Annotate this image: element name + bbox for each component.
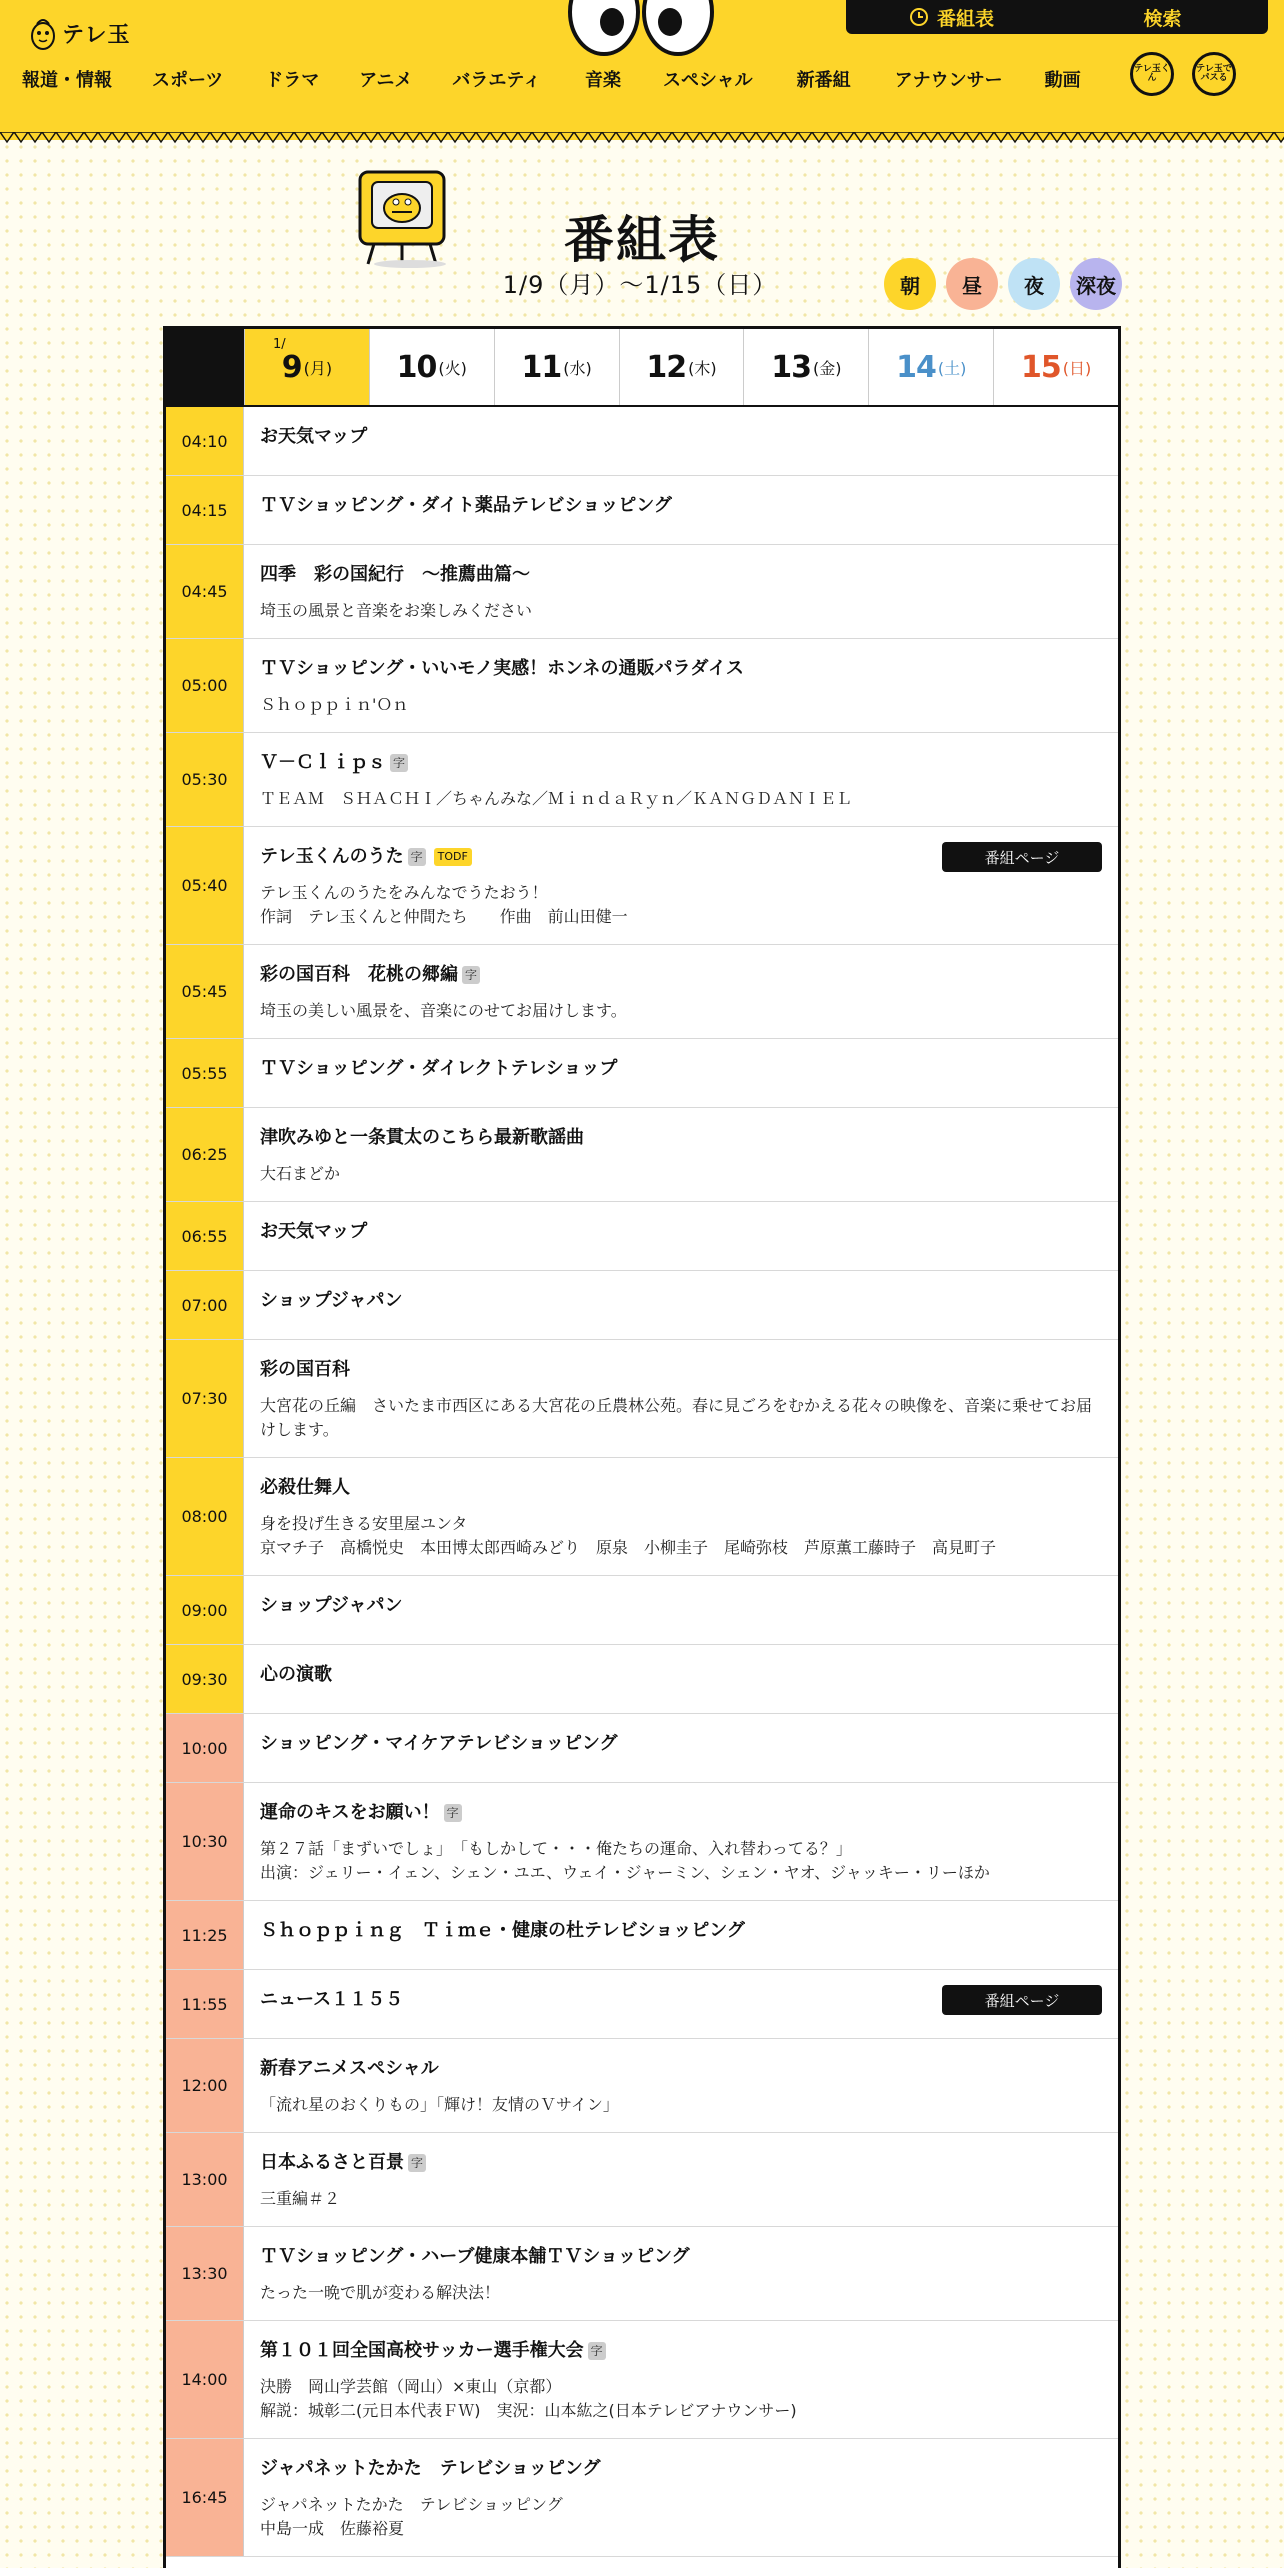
program-body	[244, 2227, 1118, 2320]
program-row[interactable]	[166, 407, 1118, 476]
program-list	[166, 407, 1118, 2557]
program-title-line	[260, 2245, 1102, 2269]
time-of-day-buttons	[884, 258, 1122, 310]
program-row[interactable]	[166, 2439, 1118, 2557]
program-time: 05:55	[166, 1039, 244, 1107]
terezaku-icon-label: テレ玉くん	[1134, 64, 1170, 83]
program-body	[244, 1202, 1118, 1270]
nav-icon-links	[1130, 52, 1236, 96]
program-description: Ｓｈｏｐｐｉｎ'Ｏｎ	[260, 695, 409, 714]
program-title[interactable]: ＴＶショッピング・いいモノ実感！ホンネの通販パラダイス	[260, 658, 744, 679]
program-row[interactable]	[166, 1108, 1118, 1202]
program-time: 16:45	[166, 2439, 244, 2556]
program-title-line	[260, 1801, 1102, 1825]
program-row[interactable]	[166, 1714, 1118, 1783]
program-title[interactable]: 彩の国百科 花桃の郷編	[260, 964, 458, 985]
program-title[interactable]: ショップジャパン	[260, 1290, 403, 1311]
program-page-button[interactable]: 番組ページ	[942, 842, 1102, 872]
night-button[interactable]: 夜	[1008, 258, 1060, 310]
program-title[interactable]: ショップジャパン	[260, 1595, 403, 1616]
program-description: 京マチ子 高橋悦史 本田博太郎西崎みどり 原泉 小柳圭子 尾崎弥枝 芦原薫工藤時子 高見町子	[260, 1538, 997, 1557]
program-time: 04:45	[166, 545, 244, 638]
subtitle-badge-icon: 字	[390, 754, 408, 772]
nav-new-programs[interactable]: 新番組	[796, 70, 851, 91]
schedule-table	[163, 326, 1121, 2568]
program-row[interactable]	[166, 2133, 1118, 2227]
program-title-line	[260, 1919, 1102, 1943]
program-description: たった一晩で肌が変わる解決法！	[260, 2283, 501, 2302]
day-tabs	[166, 329, 1118, 407]
day-tab[interactable]	[743, 329, 868, 405]
pass-icon-label: テレ玉でパスる	[1196, 64, 1232, 83]
program-title-line	[260, 1732, 1102, 1756]
program-time: 05:40	[166, 827, 244, 944]
program-time: 05:00	[166, 639, 244, 732]
program-row[interactable]	[166, 639, 1118, 733]
program-title[interactable]: ＴＶショッピング・ダイレクトテレショップ	[260, 1058, 618, 1079]
program-title-line	[260, 1476, 1102, 1500]
late-night-button[interactable]: 深夜	[1070, 258, 1122, 310]
nav-videos[interactable]: 動画	[1044, 70, 1081, 91]
program-description: 決勝 岡山学芸館（岡山）×東山（京都）	[260, 2377, 562, 2396]
day-tab[interactable]	[868, 329, 993, 405]
program-title-line	[260, 2057, 1102, 2081]
day-tab-weekday: (月)	[303, 358, 333, 378]
top-tools	[846, 0, 1268, 34]
day-tab-number: 11	[521, 349, 562, 385]
program-body	[244, 1783, 1118, 1900]
schedule-link[interactable]	[846, 4, 1057, 31]
program-title[interactable]: 日本ふるさと百景	[260, 2152, 404, 2173]
program-title-line	[260, 1663, 1102, 1687]
program-row[interactable]	[166, 827, 1118, 945]
program-title[interactable]: 新春アニメスペシャル	[260, 2058, 439, 2079]
program-time: 09:30	[166, 1645, 244, 1713]
terezaku-mascot-icon	[28, 14, 58, 52]
nav-music[interactable]: 音楽	[584, 70, 621, 91]
nav-news[interactable]: 報道・情報	[22, 70, 112, 91]
program-body	[244, 476, 1118, 544]
main-nav	[22, 66, 1081, 92]
program-body	[244, 407, 1118, 475]
search-link[interactable]	[1057, 4, 1268, 31]
program-description: 大宮花の丘編 さいたま市西区にある大宮花の丘農林公苑。春に見ごろをむかえる花々の映像を、音楽に乗せてお届	[260, 1396, 1093, 1415]
program-title-line	[260, 1220, 1102, 1244]
program-title[interactable]: 四季 彩の国紀行 ～推薦曲篇～	[260, 564, 530, 585]
program-body	[244, 1576, 1118, 1644]
day-tabs-corner	[166, 329, 244, 405]
program-time: 05:45	[166, 945, 244, 1038]
program-description: 身を投げ生きる安里屋ユンタ	[260, 1514, 468, 1533]
program-title-line	[260, 2339, 1102, 2363]
program-time: 12:00	[166, 2039, 244, 2132]
program-row[interactable]	[166, 1202, 1118, 1271]
program-description: 中島一成 佐藤裕夏	[260, 2519, 405, 2538]
program-description: 埼玉の風景と音楽をお楽しみください	[260, 601, 533, 620]
day-tab[interactable]	[244, 329, 369, 405]
program-row[interactable]	[166, 476, 1118, 545]
program-body	[244, 945, 1118, 1038]
program-row[interactable]	[166, 2321, 1118, 2439]
program-title[interactable]: ジャパネットたかた テレビショッピング	[260, 2458, 601, 2479]
program-row[interactable]	[166, 2227, 1118, 2321]
day-tab-weekday: (日)	[1062, 358, 1092, 378]
terezaku-icon-link[interactable]	[1130, 52, 1174, 96]
day-tab-weekday: (土)	[937, 358, 967, 378]
program-title[interactable]: お天気マップ	[260, 426, 368, 447]
program-title[interactable]: テレ玉くんのうた	[260, 846, 404, 867]
day-tab-weekday: (金)	[812, 358, 842, 378]
program-title[interactable]: Ｖ－Ｃｌｉｐｓ	[260, 752, 386, 773]
clock-icon	[909, 7, 929, 27]
program-row[interactable]	[166, 545, 1118, 639]
day-tab-weekday: (水)	[563, 358, 592, 378]
program-row[interactable]	[166, 1901, 1118, 1970]
program-description: 第２７話「まずいでしょ」 「もしかして・・・俺たちの運命、入れ替わってる？」	[260, 1839, 852, 1858]
program-row[interactable]	[166, 1458, 1118, 1576]
nav-anime[interactable]: アニメ	[359, 70, 413, 91]
program-time: 07:00	[166, 1271, 244, 1339]
logo-text: テレ玉	[62, 22, 131, 48]
program-time: 05:30	[166, 733, 244, 826]
program-title[interactable]: 心の演歌	[260, 1664, 332, 1685]
program-title-line	[260, 2457, 1102, 2481]
program-time: 08:00	[166, 1458, 244, 1575]
program-description: 三重編＃２	[260, 2189, 341, 2208]
program-title-line	[260, 1594, 1102, 1618]
program-time: 07:30	[166, 1340, 244, 1457]
search-link-label: 検索	[1143, 7, 1182, 30]
program-time: 04:10	[166, 407, 244, 475]
program-title-line	[260, 751, 1102, 775]
program-title[interactable]: ＴＶショッピング・ダイト薬品テレビショッピング	[260, 495, 672, 516]
program-time: 10:00	[166, 1714, 244, 1782]
program-row[interactable]	[166, 945, 1118, 1039]
program-body	[244, 2321, 1118, 2438]
nav-variety[interactable]: バラエティ	[452, 70, 541, 91]
program-body	[244, 1271, 1118, 1339]
program-body	[244, 733, 1118, 826]
program-time: 09:00	[166, 1576, 244, 1644]
program-description: けします。	[260, 1420, 339, 1439]
subtitle-badge-icon: 字	[408, 848, 426, 866]
program-description: テレ玉くんのうたをみんなでうたおう！	[260, 883, 548, 902]
program-time: 13:00	[166, 2133, 244, 2226]
program-description: 解説：城彰二(元日本代表ＦＷ) 実況：山本紘之(日本テレビアナウンサー)	[260, 2401, 797, 2420]
program-body	[244, 827, 1118, 944]
site-header	[0, 0, 1284, 140]
program-body	[244, 1901, 1118, 1969]
program-body	[244, 1039, 1118, 1107]
site-logo[interactable]	[28, 14, 131, 52]
program-time: 04:15	[166, 476, 244, 544]
program-body	[244, 1458, 1118, 1575]
day-tab-month: 1/	[273, 337, 286, 352]
program-body	[244, 1970, 1118, 2038]
program-time: 11:25	[166, 1901, 244, 1969]
program-title[interactable]: 第１０１回全国高校サッカー選手権大会	[260, 2340, 584, 2361]
program-description: ＴＥＡＭ ＳＨＡＣＨＩ／ちゃんみな／ＭｉｎｄａＲｙｎ／ＫＡＮＧＤＡＮＩＥＬ	[260, 789, 853, 808]
day-tab-weekday: (木)	[688, 358, 717, 378]
program-description: 「流れ星のおくりもの」「輝け！友情のＶサイン」	[260, 2095, 619, 2114]
day-tab[interactable]	[993, 329, 1118, 405]
program-time: 06:55	[166, 1202, 244, 1270]
program-title-line	[260, 425, 1102, 449]
nav-sports[interactable]: スポーツ	[152, 70, 224, 91]
program-row[interactable]	[166, 1039, 1118, 1108]
nav-drama[interactable]: ドラマ	[265, 70, 320, 91]
subtitle-badge-icon: 字	[408, 2154, 426, 2172]
program-time: 11:55	[166, 1970, 244, 2038]
program-title[interactable]: お天気マップ	[260, 1221, 368, 1242]
pass-icon-link[interactable]	[1192, 52, 1236, 96]
day-tab-number: 14	[896, 349, 936, 385]
day-tab-number: 10	[396, 349, 437, 385]
daytime-button[interactable]: 昼	[946, 258, 998, 310]
program-title[interactable]: 運命のキスをお願い！	[260, 1802, 440, 1823]
program-body	[244, 1645, 1118, 1713]
header-zigzag-edge	[0, 132, 1284, 148]
subtitle-badge-icon: 字	[462, 966, 480, 984]
subtitle-badge-icon: 字	[444, 1804, 462, 1822]
day-tab-number: 15	[1020, 349, 1061, 385]
program-title-line	[260, 1057, 1102, 1081]
program-row[interactable]	[166, 1271, 1118, 1340]
program-description: 埼玉の美しい風景を、音楽にのせてお届けします。	[260, 1001, 627, 1020]
program-row[interactable]	[166, 1340, 1118, 1458]
day-tab-weekday: (火)	[438, 358, 467, 378]
schedule-link-label: 番組表	[936, 7, 994, 30]
day-tab[interactable]	[369, 329, 494, 405]
nav-special[interactable]: スペシャル	[662, 70, 753, 91]
program-body	[244, 639, 1118, 732]
program-title-line	[260, 963, 1102, 987]
program-title-line	[260, 494, 1102, 518]
day-tab[interactable]	[619, 329, 744, 405]
program-time: 06:25	[166, 1108, 244, 1201]
program-row[interactable]	[166, 1783, 1118, 1901]
program-body	[244, 2133, 1118, 2226]
mascot-eyes-icon	[566, 0, 716, 64]
program-page-button[interactable]: 番組ページ	[942, 1985, 1102, 2015]
program-row[interactable]	[166, 1970, 1118, 2039]
program-title-line	[260, 563, 1102, 587]
program-title[interactable]: 津吹みゆと一条貫太のこちら最新歌謡曲	[260, 1127, 584, 1148]
date-range: 1/9（月）〜1/15（日）	[502, 271, 778, 299]
program-title-line	[260, 1358, 1102, 1382]
program-title[interactable]: 必殺仕舞人	[260, 1477, 350, 1498]
todf-badge: TODF	[434, 848, 472, 866]
day-tab[interactable]	[494, 329, 619, 405]
nav-announcers[interactable]: アナウンサー	[894, 70, 1003, 91]
program-row[interactable]	[166, 2039, 1118, 2133]
program-row[interactable]	[166, 1576, 1118, 1645]
day-tab-number: 12	[646, 349, 687, 385]
program-title-line	[260, 1289, 1102, 1313]
subtitle-badge-icon: 字	[588, 2342, 606, 2360]
program-body	[244, 545, 1118, 638]
day-tab-number: 13	[771, 349, 811, 385]
program-description: ジャパネットたかた テレビショッピング	[260, 2495, 563, 2514]
program-title[interactable]: ＴＶショッピング・ハーブ健康本舗ＴＶショッピング	[260, 2246, 690, 2267]
program-title[interactable]: ニュース１１５５	[260, 1989, 404, 2010]
program-title[interactable]: ショッピング・マイケアテレビショッピング	[260, 1733, 618, 1754]
program-title-line	[260, 1126, 1102, 1150]
day-tab-number: 9	[281, 349, 302, 385]
program-description: 出演：ジェリー・イェン、シェン・ユエ、ウェイ・ジャーミン、シェン・ヤオ、ジャッキー・リーほか	[260, 1863, 990, 1882]
program-description: 大石まどか	[260, 1164, 341, 1183]
program-body	[244, 2439, 1118, 2556]
tv-mascot-icon	[352, 168, 462, 268]
program-title[interactable]: Ｓｈｏｐｐｉｎｇ Ｔｉｍｅ・健康の杜テレビショッピング	[260, 1920, 745, 1941]
program-body	[244, 1340, 1118, 1457]
program-row[interactable]	[166, 1645, 1118, 1714]
morning-button[interactable]: 朝	[884, 258, 936, 310]
page-title: 番組表	[564, 211, 720, 269]
program-time: 13:30	[166, 2227, 244, 2320]
program-body	[244, 1714, 1118, 1782]
program-body	[244, 2039, 1118, 2132]
program-title-line	[260, 2151, 1102, 2175]
program-time: 10:30	[166, 1783, 244, 1900]
program-row[interactable]	[166, 733, 1118, 827]
program-title[interactable]: 彩の国百科	[260, 1359, 350, 1380]
program-body	[244, 1108, 1118, 1201]
program-title-line	[260, 657, 1102, 681]
program-time: 14:00	[166, 2321, 244, 2438]
program-description: 作詞 テレ玉くんと仲間たち 作曲 前山田健一	[260, 907, 628, 926]
